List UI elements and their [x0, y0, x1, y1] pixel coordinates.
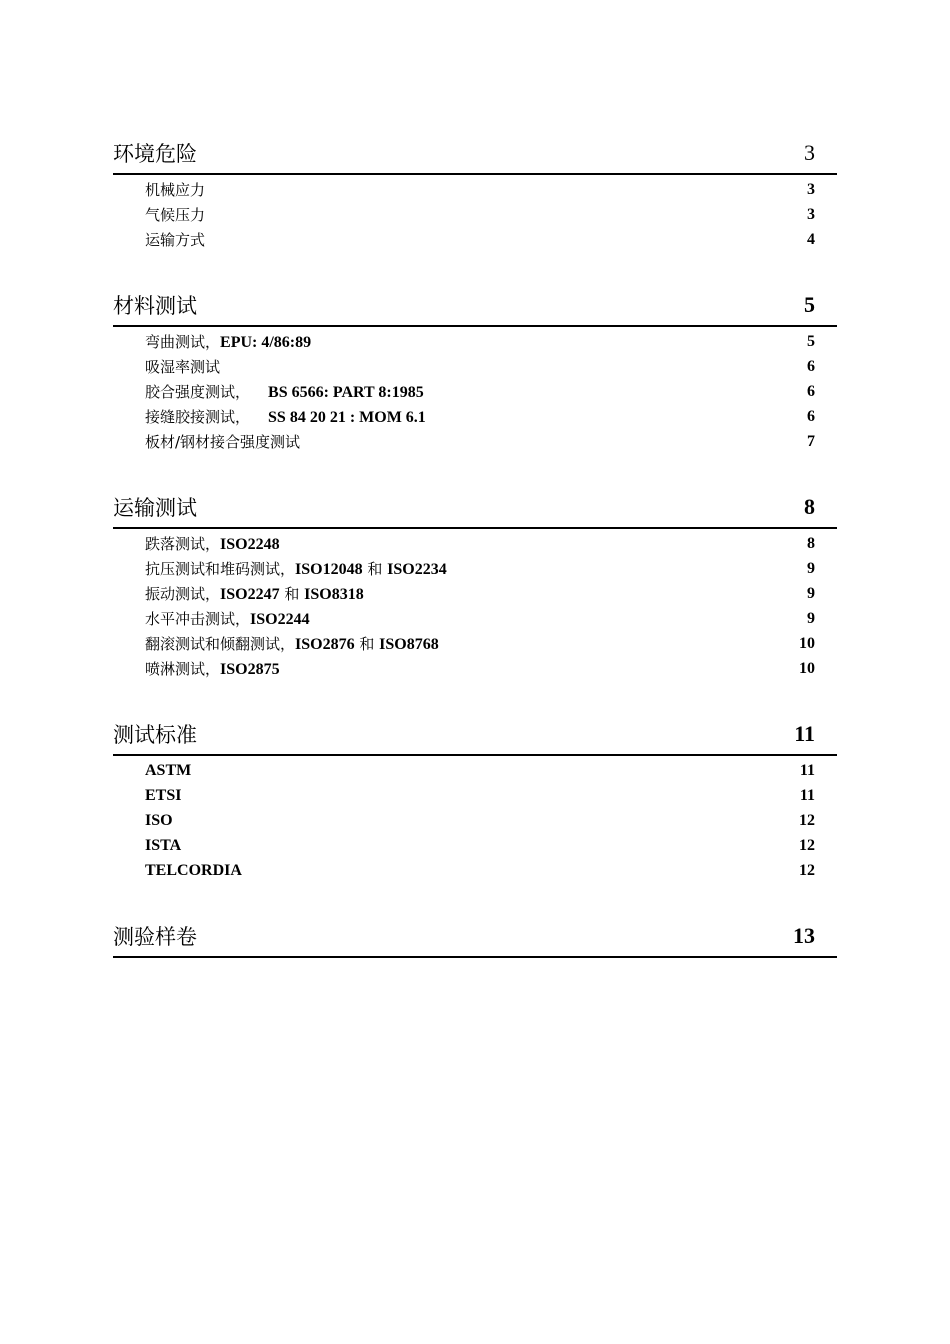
- entry-label: [145, 762, 191, 780]
- entry-standard-ref: SS 84 20 21 : MOM 6.1: [268, 409, 426, 426]
- entry-standard-ref: ISO2248: [220, 536, 280, 553]
- entry-page-number: 10: [799, 659, 815, 677]
- table-of-contents: [113, 133, 837, 991]
- toc-section: [113, 714, 837, 883]
- toc-entry[interactable]: [113, 758, 837, 783]
- entry-title: 吸湿率测试: [145, 358, 221, 376]
- entry-page-number: 7: [807, 432, 815, 450]
- toc-entry[interactable]: [113, 606, 837, 631]
- entry-page-number: 6: [807, 382, 815, 400]
- section-page-number: 13: [793, 923, 815, 948]
- entry-title: 振动测试，: [145, 585, 221, 603]
- entry-standard-ref: ISO12048: [295, 561, 363, 578]
- entry-label: [145, 431, 300, 452]
- entry-page-number: 10: [799, 634, 815, 652]
- toc-section-heading[interactable]: [113, 487, 837, 529]
- toc-entry[interactable]: [113, 404, 837, 429]
- entry-title: 气候压力: [145, 206, 206, 224]
- entry-title: 抗压测试和堆码测试，: [145, 560, 296, 578]
- entry-page-number: 6: [807, 357, 815, 375]
- entry-label: [145, 331, 311, 352]
- toc-entry-list: [113, 175, 837, 252]
- toc-entry[interactable]: [113, 531, 837, 556]
- entry-title: 水平冲击测试，: [145, 610, 251, 628]
- toc-section: [113, 916, 837, 958]
- entry-page-number: 4: [807, 230, 815, 248]
- entry-label: [145, 658, 280, 679]
- entry-standard-ref: ISO2244: [250, 611, 310, 628]
- entry-standard-ref: EPU: 4/86:89: [220, 334, 312, 351]
- toc-section: [113, 133, 837, 252]
- entry-standard-ref: ISO2247: [220, 586, 280, 603]
- entry-standard-ref: ISO2875: [220, 661, 280, 678]
- entry-title: 接缝胶接测试，: [145, 408, 251, 426]
- toc-entry[interactable]: [113, 429, 837, 454]
- toc-section-heading[interactable]: [113, 714, 837, 756]
- entry-conjunction: 和: [279, 585, 305, 603]
- toc-entry[interactable]: [113, 556, 837, 581]
- entry-title: 喷淋测试，: [145, 660, 221, 678]
- entry-standard-ref: BS 6566: PART 8:1985: [268, 384, 424, 401]
- toc-entry[interactable]: [113, 656, 837, 681]
- toc-entry[interactable]: [113, 783, 837, 808]
- entry-label: [145, 583, 364, 604]
- entry-label: [145, 608, 310, 629]
- entry-title: 弯曲测试，: [145, 333, 221, 351]
- entry-page-number: 9: [807, 584, 815, 602]
- toc-entry[interactable]: [113, 354, 837, 379]
- entry-label: [145, 558, 447, 579]
- toc-entry-list: [113, 756, 837, 883]
- entry-standard-ref: ETSI: [145, 786, 182, 804]
- entry-label: [145, 381, 424, 402]
- toc-entry[interactable]: [113, 202, 837, 227]
- section-page-number: 8: [804, 494, 815, 519]
- entry-label: [145, 356, 220, 377]
- entry-label: [145, 204, 205, 225]
- entry-page-number: 9: [807, 609, 815, 627]
- entry-label: [145, 787, 181, 805]
- toc-entry-list: [113, 327, 837, 454]
- entry-page-number: 5: [807, 332, 815, 350]
- entry-label: [145, 179, 205, 200]
- toc-entry[interactable]: [113, 177, 837, 202]
- entry-standard-ref: ASTM: [145, 761, 192, 779]
- toc-section-heading[interactable]: [113, 285, 837, 327]
- entry-label: [145, 812, 173, 830]
- toc-entry-list: [113, 529, 837, 681]
- entry-label: [145, 633, 439, 654]
- toc-section-heading[interactable]: [113, 916, 837, 958]
- entry-page-number: 12: [799, 861, 815, 879]
- entry-page-number: 6: [807, 407, 815, 425]
- toc-entry[interactable]: [113, 631, 837, 656]
- entry-title: 机械应力: [145, 181, 206, 199]
- entry-standard-ref: TELCORDIA: [145, 861, 242, 879]
- toc-entry[interactable]: [113, 379, 837, 404]
- entry-title: 翻滚测试和倾翻测试，: [145, 635, 296, 653]
- section-page-number: 11: [794, 721, 815, 746]
- entry-standard-ref: ISTA: [145, 836, 182, 854]
- entry-page-number: 8: [807, 534, 815, 552]
- entry-label: [145, 533, 280, 554]
- entry-page-number: 3: [807, 205, 815, 223]
- section-title: 测试标准: [113, 723, 197, 747]
- entry-label: [145, 229, 205, 250]
- entry-page-number: 12: [799, 836, 815, 854]
- entry-title: 胶合强度测试，: [145, 383, 251, 401]
- toc-entry[interactable]: [113, 808, 837, 833]
- toc-entry[interactable]: [113, 581, 837, 606]
- section-title: 测验样卷: [113, 925, 197, 949]
- entry-standard-ref: ISO2876: [295, 636, 355, 653]
- entry-title: 运输方式: [145, 231, 206, 249]
- section-page-number: 5: [804, 292, 815, 317]
- toc-section-heading[interactable]: [113, 133, 837, 175]
- entry-title: 板材/钢材接合强度测试: [145, 433, 301, 451]
- toc-section: [113, 285, 837, 454]
- toc-entry[interactable]: [113, 833, 837, 858]
- toc-entry[interactable]: [113, 227, 837, 252]
- entry-label: [145, 406, 426, 427]
- section-title: 材料测试: [113, 294, 197, 318]
- entry-page-number: 11: [799, 786, 815, 804]
- section-page-number: 3: [804, 140, 815, 165]
- toc-entry[interactable]: [113, 858, 837, 883]
- entry-label: [145, 862, 242, 880]
- entry-standard-ref: ISO: [145, 811, 173, 829]
- entry-standard-ref-2: ISO2234: [387, 561, 447, 578]
- section-title: 环境危险: [113, 142, 197, 166]
- entry-page-number: 3: [807, 180, 815, 198]
- entry-title: 跌落测试，: [145, 535, 221, 553]
- toc-section: [113, 487, 837, 681]
- entry-page-number: 12: [799, 811, 815, 829]
- entry-standard-ref-2: ISO8318: [304, 586, 364, 603]
- entry-standard-ref-2: ISO8768: [379, 636, 439, 653]
- toc-entry[interactable]: [113, 329, 837, 354]
- entry-conjunction: 和: [362, 560, 388, 578]
- entry-label: [145, 837, 181, 855]
- entry-page-number: 11: [799, 761, 815, 779]
- entry-conjunction: 和: [354, 635, 380, 653]
- section-title: 运输测试: [113, 496, 197, 520]
- entry-page-number: 9: [807, 559, 815, 577]
